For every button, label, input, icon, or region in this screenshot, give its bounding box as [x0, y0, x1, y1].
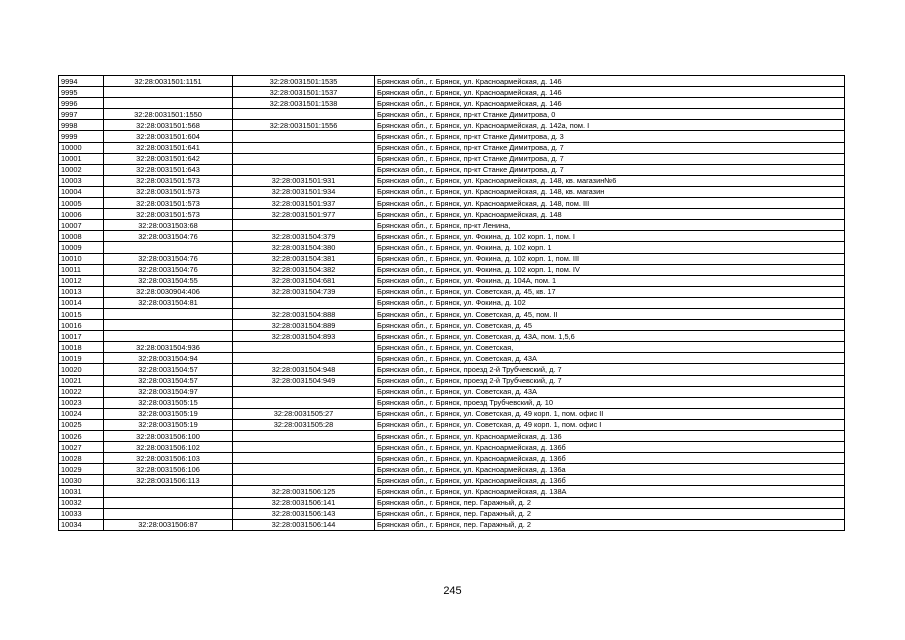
table-row	[59, 308, 845, 319]
address-cell: Брянская обл., г. Брянск, ул. Красноармейская, д. 148	[375, 209, 845, 220]
table-row	[59, 342, 845, 353]
row-number-cell: 10002	[59, 164, 104, 175]
object-cadastral-number-cell	[233, 220, 375, 231]
parcel-cadastral-number-cell: 32:28:0031505:19	[104, 419, 233, 430]
table-row	[59, 408, 845, 419]
table-row	[59, 453, 845, 464]
table-row	[59, 153, 845, 164]
table-row	[59, 264, 845, 275]
address-cell: Брянская обл., г. Брянск, ул. Красноармейская, д. 146	[375, 87, 845, 98]
address-cell: Брянская обл., г. Брянск, ул. Советская, д. 45, пом. II	[375, 308, 845, 319]
table-row	[59, 76, 845, 87]
row-number-cell: 10005	[59, 198, 104, 209]
object-cadastral-number-cell	[233, 386, 375, 397]
table-row	[59, 231, 845, 242]
row-number-cell: 9995	[59, 87, 104, 98]
parcel-cadastral-number-cell	[104, 308, 233, 319]
object-cadastral-number-cell	[233, 397, 375, 408]
parcel-cadastral-number-cell: 32:28:0031506:103	[104, 453, 233, 464]
row-number-cell: 10012	[59, 275, 104, 286]
address-cell: Брянская обл., г. Брянск, ул. Красноармейская, д. 136б	[375, 453, 845, 464]
parcel-cadastral-number-cell	[104, 98, 233, 109]
address-cell: Брянская обл., г. Брянск, пр-кт Станке Димитрова, д. 7	[375, 142, 845, 153]
object-cadastral-number-cell	[233, 464, 375, 475]
table-row	[59, 109, 845, 120]
address-cell: Брянская обл., г. Брянск, ул. Красноармейская, д. 136б	[375, 475, 845, 486]
address-cell: Брянская обл., г. Брянск, ул. Красноармейская, д. 146	[375, 76, 845, 87]
address-cell: Брянская обл., г. Брянск, пр-кт Станке Димитрова, д. 7	[375, 153, 845, 164]
address-cell: Брянская обл., г. Брянск, ул. Красноармейская, д. 138А	[375, 486, 845, 497]
object-cadastral-number-cell: 32:28:0031501:1556	[233, 120, 375, 131]
table-row	[59, 87, 845, 98]
object-cadastral-number-cell: 32:28:0031501:977	[233, 209, 375, 220]
parcel-cadastral-number-cell: 32:28:0031506:102	[104, 442, 233, 453]
parcel-cadastral-number-cell: 32:28:0031501:643	[104, 164, 233, 175]
address-cell: Брянская обл., г. Брянск, ул. Красноармейская, д. 136б	[375, 442, 845, 453]
object-cadastral-number-cell: 32:28:0031501:1535	[233, 76, 375, 87]
row-number-cell: 10024	[59, 408, 104, 419]
address-cell: Брянская обл., г. Брянск, ул. Фокина, д. 102 корп. 1, пом. III	[375, 253, 845, 264]
address-cell: Брянская обл., г. Брянск, пр-кт Станке Димитрова, д. 3	[375, 131, 845, 142]
object-cadastral-number-cell: 32:28:0031504:889	[233, 320, 375, 331]
address-cell: Брянская обл., г. Брянск, пр-кт Станке Димитрова, 0	[375, 109, 845, 120]
table-row	[59, 242, 845, 253]
parcel-cadastral-number-cell: 32:28:0031504:57	[104, 364, 233, 375]
row-number-cell: 10023	[59, 397, 104, 408]
row-number-cell: 9997	[59, 109, 104, 120]
object-cadastral-number-cell: 32:28:0031504:382	[233, 264, 375, 275]
row-number-cell: 10021	[59, 375, 104, 386]
object-cadastral-number-cell: 32:28:0031501:1537	[233, 87, 375, 98]
parcel-cadastral-number-cell: 32:28:0031506:87	[104, 519, 233, 530]
parcel-cadastral-number-cell	[104, 497, 233, 508]
parcel-cadastral-number-cell	[104, 508, 233, 519]
parcel-cadastral-number-cell: 32:28:0031501:642	[104, 153, 233, 164]
address-cell: Брянская обл., г. Брянск, ул. Советская, д. 45	[375, 320, 845, 331]
parcel-cadastral-number-cell: 32:28:0031501:573	[104, 209, 233, 220]
address-cell: Брянская обл., г. Брянск, ул. Фокина, д. 102 корп. 1, пом. I	[375, 231, 845, 242]
object-cadastral-number-cell: 32:28:0031504:739	[233, 286, 375, 297]
object-cadastral-number-cell: 32:28:0031505:27	[233, 408, 375, 419]
table-row	[59, 220, 845, 231]
table-row	[59, 364, 845, 375]
object-cadastral-number-cell: 32:28:0031506:141	[233, 497, 375, 508]
row-number-cell: 10026	[59, 431, 104, 442]
row-number-cell: 10025	[59, 419, 104, 430]
table-row	[59, 175, 845, 186]
row-number-cell: 10004	[59, 186, 104, 197]
row-number-cell: 10003	[59, 175, 104, 186]
address-cell: Брянская обл., г. Брянск, ул. Красноармейская, д. 136	[375, 431, 845, 442]
object-cadastral-number-cell: 32:28:0031505:28	[233, 419, 375, 430]
parcel-cadastral-number-cell: 32:28:0031504:55	[104, 275, 233, 286]
address-cell: Брянская обл., г. Брянск, ул. Красноармейская, д. 148, кв. магазин№6	[375, 175, 845, 186]
address-cell: Брянская обл., г. Брянск, ул. Красноармейская, д. 136а	[375, 464, 845, 475]
row-number-cell: 10011	[59, 264, 104, 275]
address-cell: Брянская обл., г. Брянск, ул. Советская, д. 49 корп. 1, пом. офис II	[375, 408, 845, 419]
table-row	[59, 209, 845, 220]
parcel-cadastral-number-cell	[104, 486, 233, 497]
object-cadastral-number-cell: 32:28:0031504:949	[233, 375, 375, 386]
row-number-cell: 10017	[59, 331, 104, 342]
object-cadastral-number-cell	[233, 142, 375, 153]
parcel-cadastral-number-cell: 32:28:0031506:106	[104, 464, 233, 475]
row-number-cell: 10019	[59, 353, 104, 364]
row-number-cell: 10022	[59, 386, 104, 397]
parcel-cadastral-number-cell: 32:28:0031503:68	[104, 220, 233, 231]
object-cadastral-number-cell: 32:28:0031504:893	[233, 331, 375, 342]
row-number-cell: 10009	[59, 242, 104, 253]
parcel-cadastral-number-cell: 32:28:0030904:406	[104, 286, 233, 297]
object-cadastral-number-cell: 32:28:0031504:948	[233, 364, 375, 375]
object-cadastral-number-cell: 32:28:0031501:937	[233, 198, 375, 209]
object-cadastral-number-cell: 32:28:0031504:380	[233, 242, 375, 253]
address-cell: Брянская обл., г. Брянск, пер. Гаражный, д. 2	[375, 519, 845, 530]
object-cadastral-number-cell	[233, 353, 375, 364]
table-row	[59, 164, 845, 175]
object-cadastral-number-cell	[233, 131, 375, 142]
parcel-cadastral-number-cell: 32:28:0031501:604	[104, 131, 233, 142]
table-row	[59, 519, 845, 530]
table-row	[59, 286, 845, 297]
table-row	[59, 475, 845, 486]
parcel-cadastral-number-cell: 32:28:0031501:573	[104, 175, 233, 186]
address-cell: Брянская обл., г. Брянск, ул. Красноармейская, д. 142а, пом. I	[375, 120, 845, 131]
address-cell: Брянская обл., г. Брянск, ул. Советская,	[375, 342, 845, 353]
table-row	[59, 275, 845, 286]
object-cadastral-number-cell: 32:28:0031501:1538	[233, 98, 375, 109]
row-number-cell: 10029	[59, 464, 104, 475]
object-cadastral-number-cell	[233, 475, 375, 486]
object-cadastral-number-cell: 32:28:0031506:143	[233, 508, 375, 519]
table-row	[59, 331, 845, 342]
parcel-cadastral-number-cell	[104, 87, 233, 98]
object-cadastral-number-cell: 32:28:0031504:888	[233, 308, 375, 319]
parcel-cadastral-number-cell: 32:28:0031504:94	[104, 353, 233, 364]
parcel-cadastral-number-cell: 32:28:0031506:100	[104, 431, 233, 442]
row-number-cell: 10015	[59, 308, 104, 319]
row-number-cell: 10008	[59, 231, 104, 242]
parcel-cadastral-number-cell: 32:28:0031501:641	[104, 142, 233, 153]
address-cell: Брянская обл., г. Брянск, ул. Советская, д. 49 корп. 1, пом. офис I	[375, 419, 845, 430]
parcel-cadastral-number-cell: 32:28:0031504:76	[104, 231, 233, 242]
table-row	[59, 198, 845, 209]
table-row	[59, 497, 845, 508]
table-row	[59, 386, 845, 397]
row-number-cell: 10032	[59, 497, 104, 508]
address-cell: Брянская обл., г. Брянск, пер. Гаражный, д. 2	[375, 508, 845, 519]
parcel-cadastral-number-cell: 32:28:0031501:568	[104, 120, 233, 131]
row-number-cell: 9998	[59, 120, 104, 131]
registry-table	[58, 75, 845, 531]
row-number-cell: 10013	[59, 286, 104, 297]
address-cell: Брянская обл., г. Брянск, ул. Фокина, д. 104А, пом. 1	[375, 275, 845, 286]
object-cadastral-number-cell	[233, 297, 375, 308]
address-cell: Брянская обл., г. Брянск, ул. Фокина, д. 102 корп. 1	[375, 242, 845, 253]
address-cell: Брянская обл., г. Брянск, проезд 2-й Трубчевский, д. 7	[375, 364, 845, 375]
row-number-cell: 10030	[59, 475, 104, 486]
address-cell: Брянская обл., г. Брянск, ул. Советская, д. 43А	[375, 353, 845, 364]
parcel-cadastral-number-cell: 32:28:0031504:936	[104, 342, 233, 353]
parcel-cadastral-number-cell	[104, 242, 233, 253]
parcel-cadastral-number-cell: 32:28:0031505:15	[104, 397, 233, 408]
parcel-cadastral-number-cell: 32:28:0031504:76	[104, 253, 233, 264]
row-number-cell: 10034	[59, 519, 104, 530]
object-cadastral-number-cell: 32:28:0031504:381	[233, 253, 375, 264]
row-number-cell: 9999	[59, 131, 104, 142]
address-cell: Брянская обл., г. Брянск, ул. Красноармейская, д. 148, пом. III	[375, 198, 845, 209]
parcel-cadastral-number-cell: 32:28:0031504:81	[104, 297, 233, 308]
address-cell: Брянская обл., г. Брянск, пр-кт Ленина,	[375, 220, 845, 231]
address-cell: Брянская обл., г. Брянск, ул. Фокина, д. 102 корп. 1, пом. IV	[375, 264, 845, 275]
address-cell: Брянская обл., г. Брянск, ул. Фокина, д. 102	[375, 297, 845, 308]
address-cell: Брянская обл., г. Брянск, пер. Гаражный, д. 2	[375, 497, 845, 508]
object-cadastral-number-cell	[233, 342, 375, 353]
object-cadastral-number-cell	[233, 442, 375, 453]
table-row	[59, 375, 845, 386]
row-number-cell: 10027	[59, 442, 104, 453]
row-number-cell: 10028	[59, 453, 104, 464]
parcel-cadastral-number-cell: 32:28:0031506:113	[104, 475, 233, 486]
parcel-cadastral-number-cell: 32:28:0031504:76	[104, 264, 233, 275]
parcel-cadastral-number-cell	[104, 331, 233, 342]
address-cell: Брянская обл., г. Брянск, проезд Трубчевский, д. 10	[375, 397, 845, 408]
table-row	[59, 297, 845, 308]
object-cadastral-number-cell: 32:28:0031501:934	[233, 186, 375, 197]
object-cadastral-number-cell: 32:28:0031506:144	[233, 519, 375, 530]
row-number-cell: 9994	[59, 76, 104, 87]
parcel-cadastral-number-cell	[104, 320, 233, 331]
object-cadastral-number-cell	[233, 164, 375, 175]
object-cadastral-number-cell	[233, 109, 375, 120]
parcel-cadastral-number-cell: 32:28:0031501:1550	[104, 109, 233, 120]
object-cadastral-number-cell: 32:28:0031504:379	[233, 231, 375, 242]
table-row	[59, 353, 845, 364]
row-number-cell: 10020	[59, 364, 104, 375]
row-number-cell: 10006	[59, 209, 104, 220]
page-number: 245	[443, 585, 462, 597]
object-cadastral-number-cell: 32:28:0031501:931	[233, 175, 375, 186]
parcel-cadastral-number-cell: 32:28:0031504:57	[104, 375, 233, 386]
address-cell: Брянская обл., г. Брянск, проезд 2-й Трубчевский, д. 7	[375, 375, 845, 386]
table-row	[59, 442, 845, 453]
row-number-cell: 9996	[59, 98, 104, 109]
address-cell: Брянская обл., г. Брянск, ул. Красноармейская, д. 148, кв. магазин	[375, 186, 845, 197]
address-cell: Брянская обл., г. Брянск, ул. Советская, д. 43А, пом. 1,5,6	[375, 331, 845, 342]
object-cadastral-number-cell	[233, 431, 375, 442]
row-number-cell: 10031	[59, 486, 104, 497]
object-cadastral-number-cell: 32:28:0031504:681	[233, 275, 375, 286]
row-number-cell: 10018	[59, 342, 104, 353]
parcel-cadastral-number-cell: 32:28:0031504:97	[104, 386, 233, 397]
address-cell: Брянская обл., г. Брянск, ул. Советская, д. 45, кв. 17	[375, 286, 845, 297]
table-row	[59, 142, 845, 153]
table-row	[59, 486, 845, 497]
table-row	[59, 397, 845, 408]
object-cadastral-number-cell	[233, 153, 375, 164]
table-row	[59, 464, 845, 475]
address-cell: Брянская обл., г. Брянск, ул. Советская, д. 43А	[375, 386, 845, 397]
table-row	[59, 508, 845, 519]
table-row	[59, 320, 845, 331]
table-row	[59, 253, 845, 264]
row-number-cell: 10033	[59, 508, 104, 519]
table-row	[59, 120, 845, 131]
row-number-cell: 10010	[59, 253, 104, 264]
registry-table-body	[59, 76, 845, 531]
row-number-cell: 10016	[59, 320, 104, 331]
row-number-cell: 10014	[59, 297, 104, 308]
object-cadastral-number-cell: 32:28:0031506:125	[233, 486, 375, 497]
table-row	[59, 419, 845, 430]
row-number-cell: 10001	[59, 153, 104, 164]
parcel-cadastral-number-cell: 32:28:0031501:573	[104, 186, 233, 197]
parcel-cadastral-number-cell: 32:28:0031501:573	[104, 198, 233, 209]
row-number-cell: 10007	[59, 220, 104, 231]
address-cell: Брянская обл., г. Брянск, ул. Красноармейская, д. 146	[375, 98, 845, 109]
row-number-cell: 10000	[59, 142, 104, 153]
table-row	[59, 431, 845, 442]
table-row	[59, 98, 845, 109]
table-row	[59, 131, 845, 142]
parcel-cadastral-number-cell: 32:28:0031505:19	[104, 408, 233, 419]
parcel-cadastral-number-cell: 32:28:0031501:1151	[104, 76, 233, 87]
table-row	[59, 186, 845, 197]
object-cadastral-number-cell	[233, 453, 375, 464]
address-cell: Брянская обл., г. Брянск, пр-кт Станке Димитрова, д. 7	[375, 164, 845, 175]
